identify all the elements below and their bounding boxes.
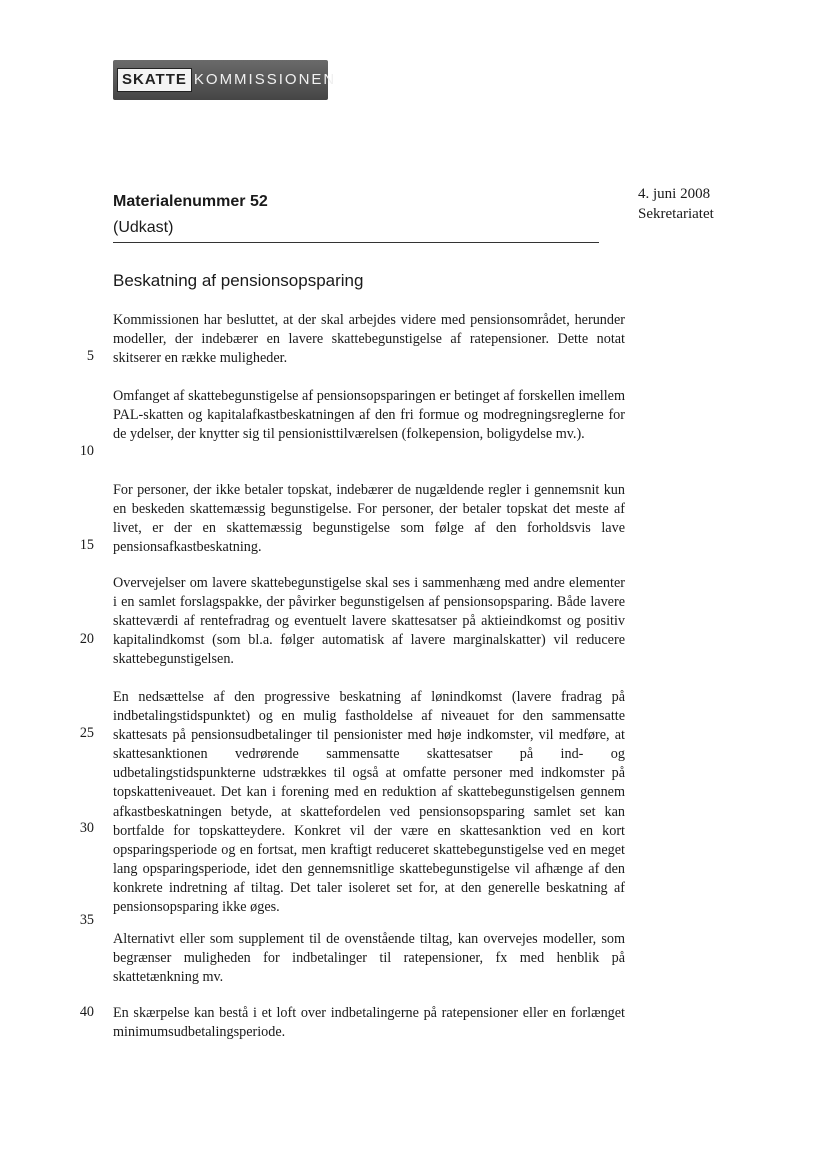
line-number: 5 <box>86 348 94 364</box>
paragraph-6: Alternativt eller som supplement til de ovenstående tiltag, kan overvejes modeller, som begrænser muligheden for indbetalinger til ratepensioner, fx med henblik på skattetænkning mv. <box>113 931 625 986</box>
document-title: Beskatning af pensionsopsparing <box>113 271 364 290</box>
paragraph-2: Omfanget af skattebegunstigelse af pensionsopsparingen er betinget af forskellen imellem PAL-skatten og kapitalafkastbeskatningen af den fri formue og modregningsreglerne for de ydelser, der knytter sig til pensionisttilværelsen (folkepension, boligydelse mv.). <box>113 388 625 443</box>
logo-skatte: SKATTE <box>117 68 192 92</box>
paragraph-4: Overvejelser om lavere skattebegunstigelse skal ses i sammenhæng med andre elementer i en samlet forslagspakke, der påvirker begunstigelsen af pensionsopsparing. Både lavere skatteværdi af rentefradrag og eventuelt lavere skattesatser på aktieindkomst og positiv kapitalindkomst (som bl.a. følger automatisk af lavere marginalskatter) vil reducere skattebegunstigelsen. <box>113 575 625 668</box>
line-number: 40 <box>79 1004 94 1020</box>
paragraph-5: En nedsættelse af den progressive beskatning af lønindkomst (lavere fradrag på indbetalingstidspunktet) og en mulig fastholdelse af niveauet for den sammensatte skattesats på pensionsudbetalinger til pensionister med høje indkomster, vil medføre, at skattesanktionen vedrørende sammensatte skattesatser på ind- og udbetalingstidspunkterne udstrækkes til også at omfatte personer med indkomster på topskatteniveauet. Det kan i forening med en reduktion af skattebegunstigelsen gennem afkastbeskatningen betyde, at skattefordelen ved pensionsopsparing samlet set kan bortfalde for topskatteydere. Konkret vil der være en skattesanktion ved en kort opsparingsperiode og en fortsat, men kraftigt reduceret skattebegunstigelse ved en meget lang opsparingsperiode, idet den gennemsnitlige skattebegunstigelse vil afhænge af den konkrete indretning af tiltag. Det taler isoleret set for, at den generelle beskatning af pensionsopsparing ikke øges. <box>113 689 625 916</box>
paragraph-1: Kommissionen har besluttet, at der skal arbejdes videre med pensionsområdet, herunder modeller, der indebærer en lavere skattebegunstigelse af ratepensioner. Dette notat skitserer en række muligheder. <box>113 312 625 367</box>
line-number: 15 <box>79 537 94 553</box>
document-date: 4. juni 2008 <box>638 186 711 202</box>
logo-kommissionen: KOMMISSIONEN <box>193 71 337 88</box>
header-divider <box>113 242 599 243</box>
line-number: 20 <box>79 631 94 647</box>
paragraph-3: For personer, der ikke betaler topskat, indebærer de nugældende regler i gennemsnit kun en beskeden skattemæssig begunstigelse. For personer, der betaler topskat det meste af livet, er der en skattemæssig begunstigelse som følge af den forholdsvis lave pensionsafkastbeskatning. <box>113 482 625 556</box>
department: Sekretariatet <box>638 206 714 222</box>
paragraph-7: En skærpelse kan bestå i et loft over indbetalingerne på ratepensioner eller en forlænget minimumsudbetalingsperiode. <box>113 1005 625 1041</box>
material-number: Materialenummer 52 <box>113 193 268 210</box>
line-number: 10 <box>79 443 94 459</box>
draft-label: (Udkast) <box>113 219 174 236</box>
line-number: 30 <box>79 820 94 836</box>
skattekommissionen-logo <box>113 60 337 100</box>
line-number: 25 <box>79 725 94 741</box>
line-number: 35 <box>79 912 94 928</box>
